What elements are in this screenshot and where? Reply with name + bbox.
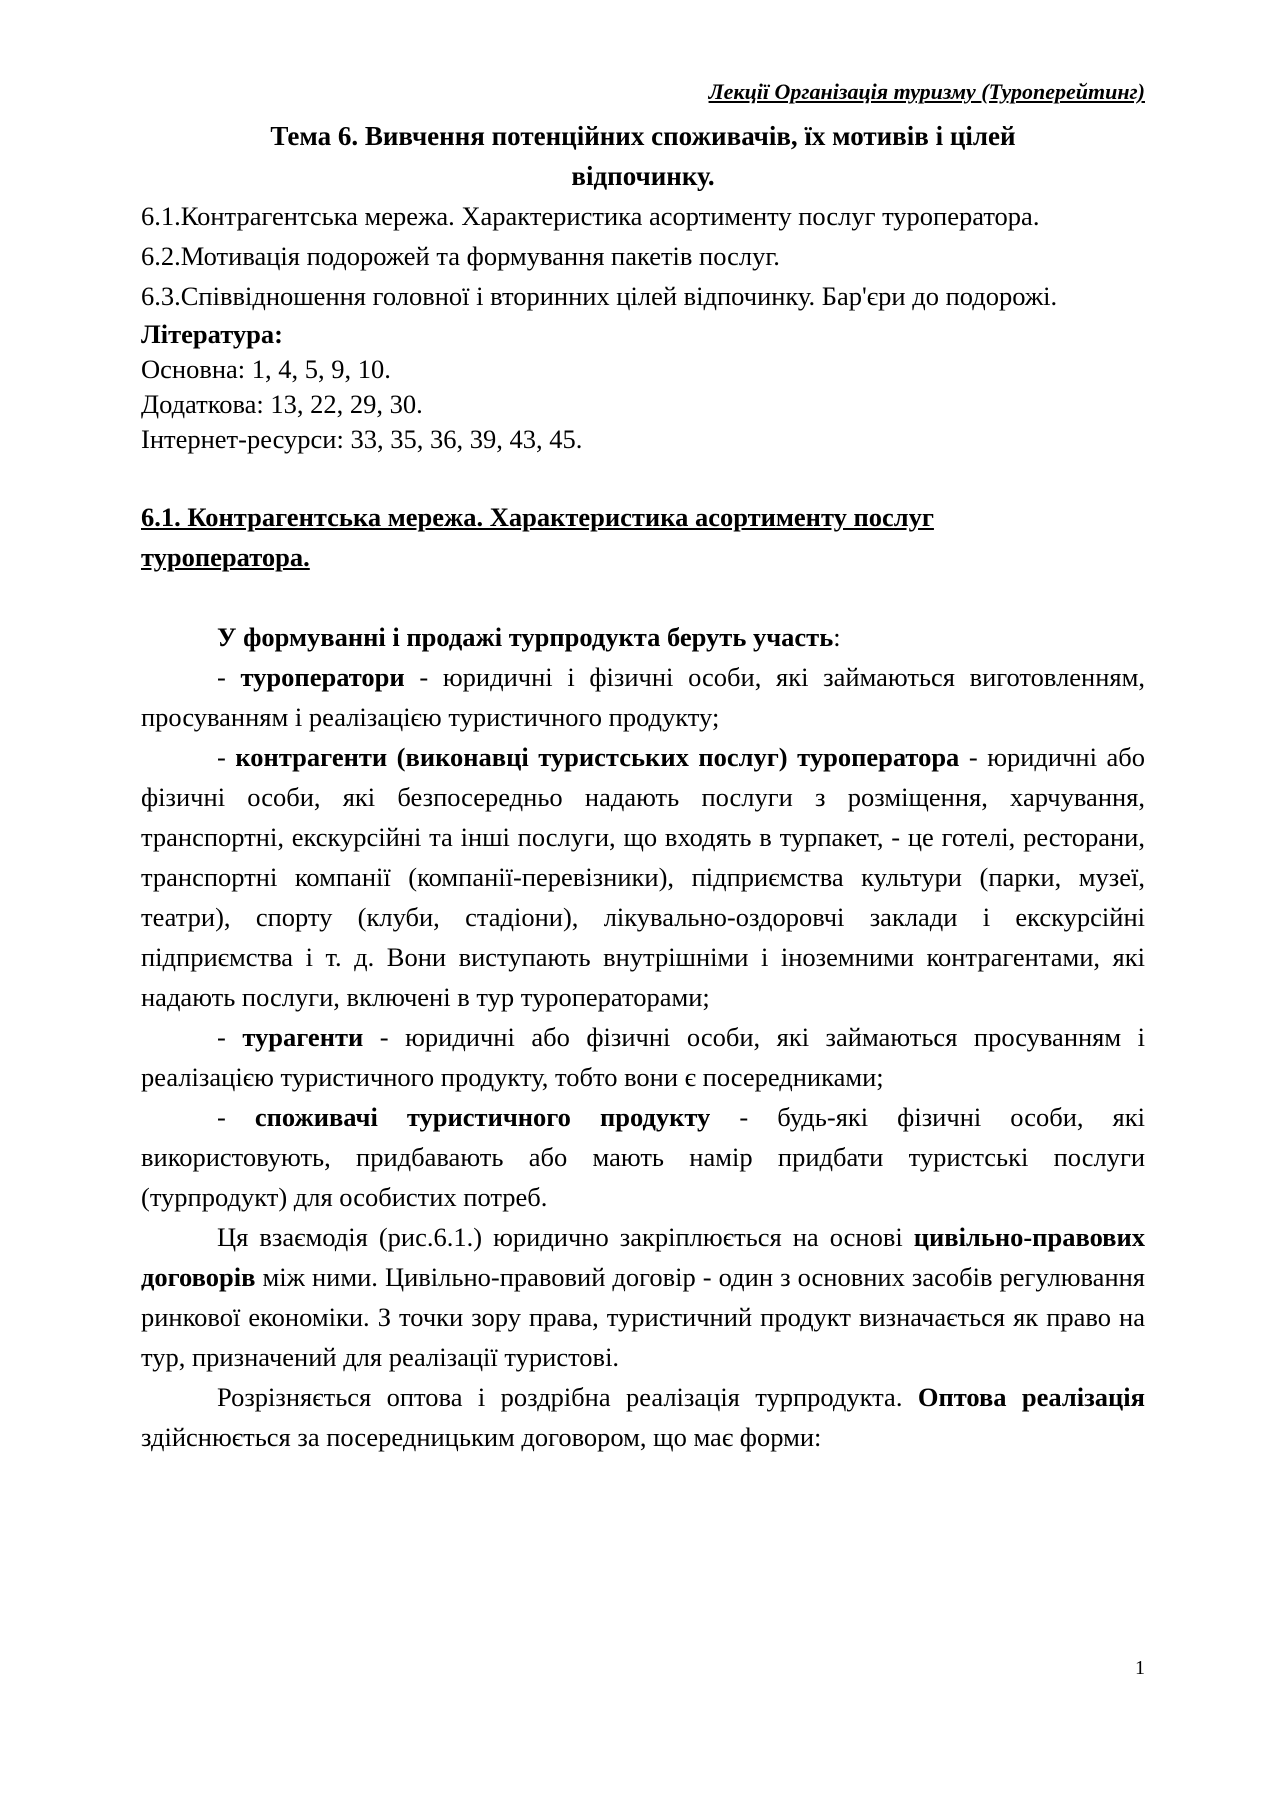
page-number: 1 xyxy=(1135,1657,1145,1679)
paragraph-text: здійснюється за посередницьким договором, що має форми: xyxy=(141,1422,822,1452)
plan-item-1: 6.1.Контрагентська мережа. Характеристика асортименту послуг туроператора. xyxy=(141,201,1040,231)
paragraph-text: між ними. Цивільно-правовий договір - один з основних засобів регулювання ринкової економіки. З точки зору права, туристичний продукт визначається як право на тур, призначений для реалізації туристові. xyxy=(141,1262,1145,1372)
term-travel-agents: турагенти xyxy=(242,1022,364,1052)
item-dash: - xyxy=(217,742,236,772)
section-heading-line-2: туроператора. xyxy=(141,542,310,572)
definition-consumers: - будь-які фізичні особи, які використовують, придбавають або мають намір придбати туристські послуги (турпродукт) для особистих потреб. xyxy=(141,1102,1145,1212)
plan-list xyxy=(141,196,1145,316)
running-header: Лекції Організація туризму (Туроперейтинг) xyxy=(708,79,1145,104)
participant-contractors xyxy=(141,737,1145,1017)
literature-main: Основна: 1, 4, 5, 9, 10. xyxy=(141,354,391,384)
participant-touroperators xyxy=(141,657,1145,737)
participants-intro-colon: : xyxy=(833,622,841,652)
topic-title-line-2: відпочинку. xyxy=(571,161,715,191)
item-dash: - xyxy=(217,662,241,692)
plan-item-2: 6.2.Мотивація подорожей та формування пакетів послуг. xyxy=(141,241,780,271)
item-dash: - xyxy=(217,1022,243,1052)
literature-internet: Інтернет-ресурси: 33, 35, 36, 39, 43, 45. xyxy=(141,424,583,454)
paragraph-text: Ця взаємодія (рис.6.1.) юридично закріплюється на основі xyxy=(217,1222,914,1252)
literature-additional: Додаткова: 13, 22, 29, 30. xyxy=(141,389,423,419)
participants-intro-bold: У формуванні і продажі турпродукта беруть участь xyxy=(217,622,834,652)
definition-travel-agents: - юридичні або фізичні особи, які займаються просуванням і реалізацією туристичного продукту, тобто вони є посередниками; xyxy=(141,1022,1146,1092)
participant-travel-agents xyxy=(141,1017,1145,1097)
item-dash: - xyxy=(217,1102,255,1132)
participant-consumers xyxy=(141,1097,1145,1217)
term-consumers: споживачі туристичного продукту xyxy=(254,1102,711,1132)
definition-touroperators: - юридичні і фізичні особи, які займаються виготовленням, просуванням і реалізацією туристичного продукту; xyxy=(141,662,1145,732)
term-civil-contracts: цивільно-правових договорів xyxy=(141,1222,1145,1292)
participants-intro xyxy=(141,617,1145,657)
term-touroperators: туроператори xyxy=(240,662,405,692)
paragraph-interaction xyxy=(141,1217,1145,1377)
definition-contractors: - юридичні або фізичні особи, які безпосередньо надають послуги з розміщення, харчування, транспортні, екскурсійні та інші послуги, що входять в турпакет, - це готелі, ресторани, транспортні компанії (компанії-перевізники), підприємства культури (парки, музеї, театри), спорту (клуби, стадіони), лікувально-оздоровчі заклади і екскурсійні підприємства і т. д. Вони виступають внутрішніми і іноземними контрагентами, які надають послуги, включені в тур туроператорами; xyxy=(141,742,1146,1012)
paragraph-wholesale xyxy=(141,1377,1145,1457)
paragraph-text: Розрізняється оптова і роздрібна реалізація турпродукта. xyxy=(217,1382,918,1412)
literature-heading: Література: xyxy=(141,319,283,349)
term-contractors: контрагенти (виконавці туристських послуг) туроператора xyxy=(235,742,960,772)
literature-block xyxy=(141,316,1145,457)
topic-title-line-1: Тема 6. Вивчення потенційних споживачів, їх мотивів і цілей xyxy=(270,121,1016,151)
term-wholesale: Оптова реалізація xyxy=(917,1382,1146,1412)
plan-item-3: 6.3.Співвідношення головної і вторинних цілей відпочинку. Бар'єри до подорожі. xyxy=(141,281,1058,311)
section-heading-line-1: 6.1. Контрагентська мережа. Характеристика асортименту послуг xyxy=(141,502,934,532)
